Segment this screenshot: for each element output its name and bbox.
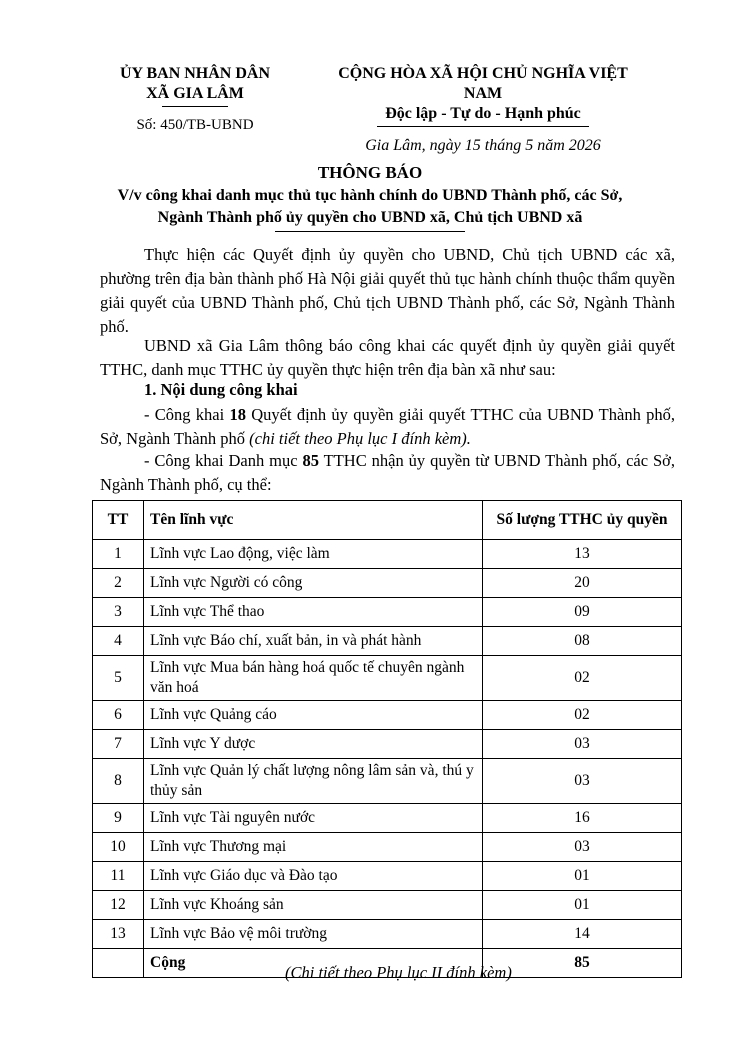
appendix-1-ref: (chi tiết theo Phụ lục I đính kèm). [249,429,471,448]
document-date: Gia Lâm, ngày 15 tháng 5 năm 2026 [365,137,601,154]
table-row [93,891,682,920]
row-count: 08 [483,627,682,656]
bullet1-text: Quyết định ủy quyền giải quyết TTHC của UBND Thành phố, Sở, Ngành Thành phố [100,405,675,448]
bullet2-text: TTHC nhận ủy quyền từ UBND Thành phố, các Sở, Ngành Thành phố, cụ thể: [100,451,676,494]
row-field: Lĩnh vực Giáo dục và Đào tạo [144,862,483,891]
row-number: 5 [93,656,144,701]
bullet1-prefix: - Công khai [144,405,230,424]
document-title-block [90,161,650,232]
row-number: 4 [93,627,144,656]
row-count: 14 [483,920,682,949]
bullet-decisions [100,403,675,451]
row-count: 02 [483,701,682,730]
procedures-table [92,500,682,978]
row-count: 01 [483,891,682,920]
national-header [318,64,648,155]
issuer-block [95,64,295,134]
header-tt: TT [93,501,144,540]
row-number: 2 [93,569,144,598]
total-label: Cộng [144,949,483,978]
row-number: 3 [93,598,144,627]
row-count: 13 [483,540,682,569]
bullet2-prefix: - Công khai Danh mục [144,451,303,470]
row-count: 20 [483,569,682,598]
row-number: 11 [93,862,144,891]
row-field: Lĩnh vực Bảo vệ môi trường [144,920,483,949]
table-row [93,627,682,656]
table-row [93,804,682,833]
title-underline [275,231,465,232]
issuer-underline [162,106,228,107]
decision-count: 18 [229,405,246,424]
row-count: 03 [483,833,682,862]
intro-paragraph: Thực hiện các Quyết định ủy quyền cho UBND, Chủ tịch UBND các xã, phường trên địa bàn thành phố Hà Nội giải quyết thủ tục hành chính thuộc thẩm quyền giải quyết của UBND Thành phố, Chủ tịch UBND Thành phố, các Sở, Ngành Thành phố. [100,245,675,336]
motto-underline [377,126,589,127]
row-count: 16 [483,804,682,833]
row-number: 7 [93,730,144,759]
row-number: 1 [93,540,144,569]
subject-line-2: Ngành Thành phố ủy quyền cho UBND xã, Chủ tịch UBND xã [157,209,583,226]
row-count: 09 [483,598,682,627]
table-row [93,598,682,627]
row-field: Lĩnh vực Lao động, việc làm [144,540,483,569]
table-row [93,920,682,949]
row-count: 03 [483,759,682,804]
row-number: 10 [93,833,144,862]
table-row [93,833,682,862]
document-number: Số: 450/TB-UBND [136,117,254,133]
row-field: Lĩnh vực Quảng cáo [144,701,483,730]
row-count: 01 [483,862,682,891]
table-row [93,759,682,804]
header-procedure-count: Số lượng TTHC ủy quyền [483,501,682,540]
country-name: CỘNG HÒA XÃ HỘI CHỦ NGHĨA VIỆT NAM [338,65,628,102]
document-title: THÔNG BÁO [317,163,423,182]
row-field: Lĩnh vực Quản lý chất lượng nông lâm sản và, thú y thủy sản [144,759,483,804]
procedure-count: 85 [302,451,319,470]
announcement-paragraph: UBND xã Gia Lâm thông báo công khai các quyết định ủy quyền giải quyết TTHC, danh mục TTHC ủy quyền thực hiện trên địa bàn xã như sau: [100,336,675,379]
table-row [93,862,682,891]
issuer-org: ỦY BAN NHÂN DÂN [119,65,271,82]
section-heading: 1. Nội dung công khai [144,380,298,399]
row-count: 02 [483,656,682,701]
total-number-cell [93,949,144,978]
national-motto: Độc lập - Tự do - Hạnh phúc [385,105,581,122]
bullet-procedures [100,449,675,497]
table-row [93,656,682,701]
row-field: Lĩnh vực Tài nguyên nước [144,804,483,833]
table-row [93,701,682,730]
table-row [93,540,682,569]
row-field: Lĩnh vực Khoáng sản [144,891,483,920]
row-count: 03 [483,730,682,759]
appendix-2-note: (Chi tiết theo Phụ lục II đính kèm) [285,963,512,982]
row-number: 13 [93,920,144,949]
subject-line-1: V/v công khai danh mục thủ tục hành chính do UBND Thành phố, các Sở, [117,187,623,204]
table-row [93,730,682,759]
header-field-name: Tên lĩnh vực [144,501,483,540]
table-header-row [93,501,682,540]
row-field: Lĩnh vực Thương mại [144,833,483,862]
row-number: 12 [93,891,144,920]
row-field: Lĩnh vực Mua bán hàng hoá quốc tế chuyên ngành văn hoá [144,656,483,701]
row-number: 8 [93,759,144,804]
row-field: Lĩnh vực Báo chí, xuất bản, in và phát hành [144,627,483,656]
row-number: 9 [93,804,144,833]
row-field: Lĩnh vực Thể thao [144,598,483,627]
total-value: 85 [483,949,682,978]
row-number: 6 [93,701,144,730]
issuer-commune: XÃ GIA LÂM [146,85,244,102]
row-field: Lĩnh vực Người có công [144,569,483,598]
row-field: Lĩnh vực Y dược [144,730,483,759]
table-row [93,569,682,598]
